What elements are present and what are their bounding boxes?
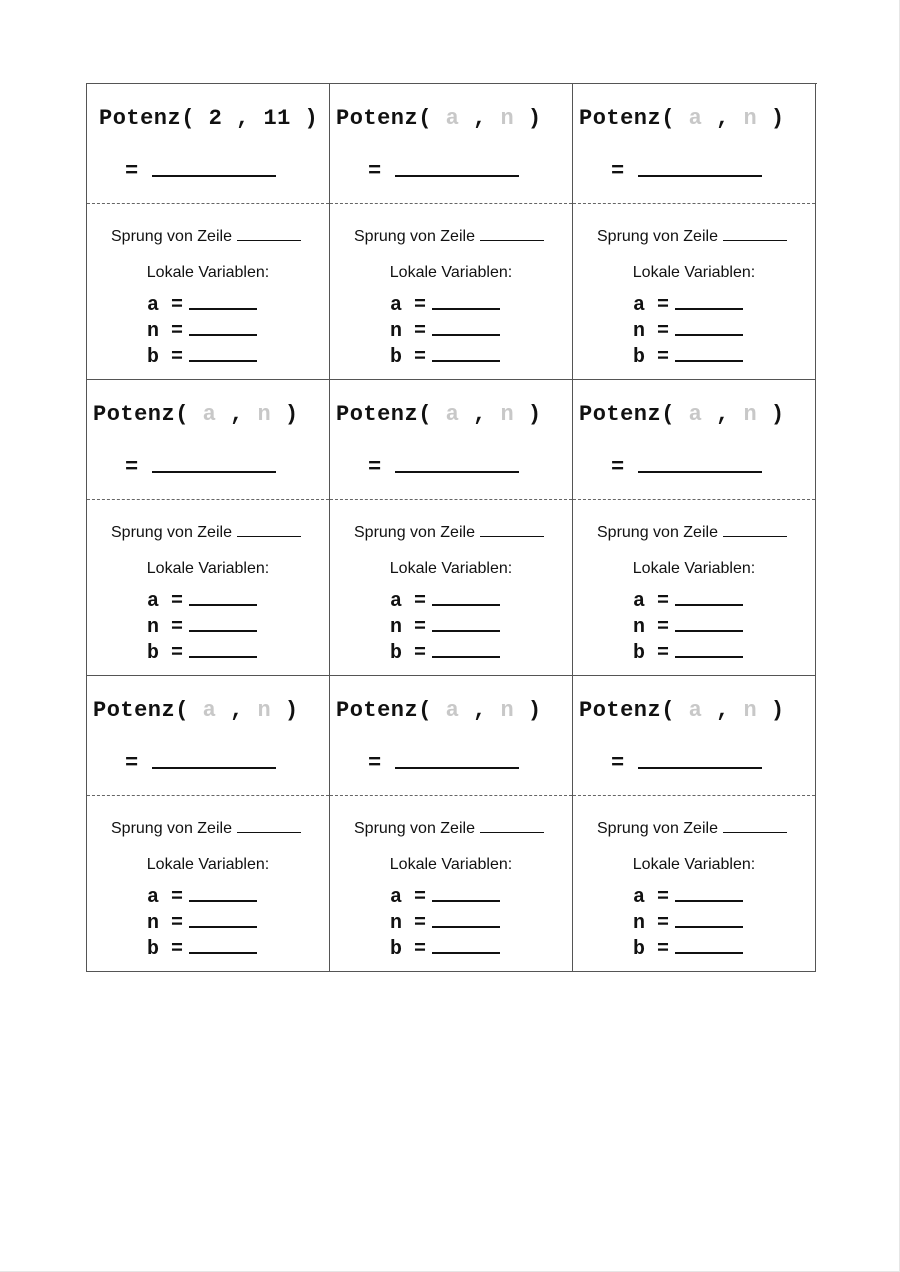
argument-separator: , [230, 402, 244, 427]
card-row [87, 676, 817, 972]
variable-equals: = [171, 616, 184, 639]
variable-equals: = [657, 886, 670, 909]
jump-line [111, 522, 301, 542]
result-equals: = [125, 159, 139, 184]
local-variable-list [390, 884, 500, 962]
variable-equals: = [657, 938, 670, 961]
jump-line [354, 818, 544, 838]
function-call [579, 106, 815, 131]
variable-equals: = [171, 590, 184, 613]
local-variable-row [147, 884, 257, 910]
variable-name: b [390, 346, 403, 369]
locals-title: Lokale Variablen: [632, 856, 756, 873]
variable-equals: = [171, 912, 184, 935]
variable-value-blank[interactable] [432, 292, 500, 310]
result-blank[interactable] [638, 749, 762, 769]
local-variable-row [390, 936, 500, 962]
local-variable-row [147, 318, 257, 344]
result-equals: = [125, 455, 139, 480]
close-paren: ) [527, 106, 542, 131]
result-blank[interactable] [395, 157, 519, 177]
recursion-card [573, 676, 816, 972]
local-variable-row [147, 344, 257, 370]
variable-equals: = [414, 294, 427, 317]
variable-value-blank[interactable] [432, 344, 500, 362]
variable-value-blank[interactable] [675, 884, 743, 902]
variable-value-blank[interactable] [432, 588, 500, 606]
local-variable-row [633, 344, 743, 370]
function-name: Potenz( [579, 698, 675, 723]
variable-equals: = [657, 642, 670, 665]
result-blank[interactable] [395, 453, 519, 473]
variable-value-blank[interactable] [189, 344, 257, 362]
local-variable-row [390, 614, 500, 640]
local-variable-row [633, 588, 743, 614]
locals-title: Lokale Variablen: [632, 560, 756, 577]
jump-label: Sprung von Zeile [597, 228, 718, 245]
variable-value-blank[interactable] [432, 614, 500, 632]
local-variable-row [390, 640, 500, 666]
locals-section [573, 204, 815, 380]
local-variable-row [633, 318, 743, 344]
local-variable-list [633, 588, 743, 666]
variable-name: b [390, 642, 403, 665]
variable-name: n [633, 616, 646, 639]
result-blank[interactable] [152, 453, 276, 473]
worksheet-grid [86, 83, 817, 972]
variable-value-blank[interactable] [675, 344, 743, 362]
variable-value-blank[interactable] [675, 936, 743, 954]
call-section [330, 676, 572, 796]
recursion-card [330, 380, 573, 676]
variable-value-blank[interactable] [189, 936, 257, 954]
locals-section [87, 204, 329, 380]
argument-n: n [500, 106, 515, 131]
argument-n: 11 [263, 106, 291, 131]
argument-separator: , [716, 402, 730, 427]
variable-equals: = [414, 938, 427, 961]
variable-value-blank[interactable] [675, 318, 743, 336]
variable-name: a [390, 294, 403, 317]
result-line [125, 749, 276, 776]
local-variable-row [147, 588, 257, 614]
argument-n: n [743, 402, 758, 427]
local-variable-row [633, 614, 743, 640]
variable-name: n [147, 912, 160, 935]
local-variable-row [633, 640, 743, 666]
variable-value-blank[interactable] [189, 640, 257, 658]
variable-value-blank[interactable] [189, 318, 257, 336]
close-paren: ) [770, 698, 785, 723]
local-variable-row [633, 910, 743, 936]
variable-equals: = [657, 912, 670, 935]
close-paren: ) [527, 698, 542, 723]
variable-name: a [147, 590, 160, 613]
result-line [125, 157, 276, 184]
variable-value-blank[interactable] [189, 614, 257, 632]
argument-separator: , [473, 698, 487, 723]
close-paren: ) [304, 106, 319, 131]
function-call [93, 698, 329, 723]
function-call [336, 402, 572, 427]
result-blank[interactable] [152, 749, 276, 769]
local-variable-list [390, 292, 500, 370]
variable-name: b [147, 938, 160, 961]
variable-value-blank[interactable] [675, 640, 743, 658]
variable-name: n [147, 320, 160, 343]
locals-title: Lokale Variablen: [146, 856, 270, 873]
argument-a: 2 [208, 106, 223, 131]
jump-line-blank[interactable] [723, 522, 787, 537]
call-section [87, 380, 329, 500]
result-line [368, 453, 519, 480]
call-section [330, 380, 572, 500]
variable-equals: = [657, 616, 670, 639]
jump-line-blank[interactable] [723, 818, 787, 833]
locals-section [573, 500, 815, 676]
jump-line-blank[interactable] [480, 226, 544, 241]
variable-value-blank[interactable] [432, 936, 500, 954]
variable-value-blank[interactable] [675, 588, 743, 606]
locals-title: Lokale Variablen: [632, 264, 756, 281]
recursion-card [87, 84, 330, 380]
call-section [573, 676, 815, 796]
variable-equals: = [657, 320, 670, 343]
result-equals: = [368, 751, 382, 776]
variable-name: n [633, 320, 646, 343]
result-equals: = [368, 455, 382, 480]
variable-name: b [633, 346, 646, 369]
variable-value-blank[interactable] [189, 292, 257, 310]
result-equals: = [125, 751, 139, 776]
result-line [368, 749, 519, 776]
variable-equals: = [414, 590, 427, 613]
function-call [99, 106, 329, 131]
argument-a: a [445, 402, 460, 427]
local-variable-list [147, 884, 257, 962]
argument-n: n [257, 402, 272, 427]
close-paren: ) [770, 106, 785, 131]
jump-line-blank[interactable] [480, 818, 544, 833]
variable-equals: = [171, 294, 184, 317]
local-variable-list [633, 884, 743, 962]
recursion-card [87, 676, 330, 972]
local-variable-row [147, 910, 257, 936]
argument-a: a [688, 106, 703, 131]
variable-name: a [633, 590, 646, 613]
variable-name: a [147, 886, 160, 909]
jump-line [111, 818, 301, 838]
locals-title: Lokale Variablen: [389, 264, 513, 281]
variable-name: n [390, 616, 403, 639]
variable-value-blank[interactable] [432, 640, 500, 658]
argument-a: a [445, 106, 460, 131]
variable-equals: = [414, 886, 427, 909]
jump-line-blank[interactable] [723, 226, 787, 241]
variable-name: b [390, 938, 403, 961]
jump-line [354, 226, 544, 246]
function-call [336, 698, 572, 723]
jump-label: Sprung von Zeile [111, 228, 232, 245]
locals-section [330, 204, 572, 380]
close-paren: ) [770, 402, 785, 427]
recursion-card [330, 676, 573, 972]
variable-equals: = [414, 320, 427, 343]
argument-a: a [688, 402, 703, 427]
function-name: Potenz( [336, 106, 432, 131]
result-blank[interactable] [638, 453, 762, 473]
result-blank[interactable] [395, 749, 519, 769]
variable-value-blank[interactable] [189, 884, 257, 902]
variable-name: a [633, 294, 646, 317]
call-section [330, 84, 572, 204]
variable-name: a [147, 294, 160, 317]
jump-line-blank[interactable] [237, 226, 301, 241]
card-row [87, 84, 817, 380]
variable-equals: = [171, 886, 184, 909]
locals-title: Lokale Variablen: [146, 264, 270, 281]
function-name: Potenz( [336, 402, 432, 427]
argument-separator: , [473, 402, 487, 427]
jump-line-blank[interactable] [237, 522, 301, 537]
jump-line [597, 522, 787, 542]
result-line [125, 453, 276, 480]
local-variable-row [633, 292, 743, 318]
jump-label: Sprung von Zeile [354, 524, 475, 541]
local-variable-row [390, 292, 500, 318]
argument-n: n [743, 106, 758, 131]
result-blank[interactable] [638, 157, 762, 177]
result-line [368, 157, 519, 184]
result-line [611, 749, 762, 776]
variable-name: b [147, 642, 160, 665]
card-row [87, 380, 817, 676]
variable-equals: = [171, 346, 184, 369]
argument-a: a [202, 402, 217, 427]
argument-n: n [500, 402, 515, 427]
call-section [573, 84, 815, 204]
variable-equals: = [171, 320, 184, 343]
variable-value-blank[interactable] [189, 910, 257, 928]
variable-value-blank[interactable] [189, 588, 257, 606]
local-variable-row [390, 318, 500, 344]
jump-label: Sprung von Zeile [354, 820, 475, 837]
recursion-card [330, 84, 573, 380]
variable-equals: = [414, 346, 427, 369]
argument-n: n [743, 698, 758, 723]
recursion-card [87, 380, 330, 676]
locals-section [87, 500, 329, 676]
argument-separator: , [716, 698, 730, 723]
variable-equals: = [414, 616, 427, 639]
result-line [611, 157, 762, 184]
local-variable-row [390, 344, 500, 370]
call-section [87, 84, 329, 204]
result-equals: = [611, 751, 625, 776]
locals-title: Lokale Variablen: [389, 560, 513, 577]
function-name: Potenz( [93, 402, 189, 427]
variable-name: b [633, 938, 646, 961]
variable-name: n [390, 912, 403, 935]
function-call [93, 402, 329, 427]
argument-separator: , [716, 106, 730, 131]
variable-name: b [633, 642, 646, 665]
argument-a: a [445, 698, 460, 723]
jump-label: Sprung von Zeile [597, 524, 718, 541]
local-variable-row [633, 884, 743, 910]
local-variable-row [390, 588, 500, 614]
variable-equals: = [657, 294, 670, 317]
variable-equals: = [414, 912, 427, 935]
function-call [579, 698, 815, 723]
jump-line-blank[interactable] [237, 818, 301, 833]
variable-value-blank[interactable] [432, 910, 500, 928]
locals-title: Lokale Variablen: [389, 856, 513, 873]
variable-equals: = [414, 642, 427, 665]
variable-name: a [390, 886, 403, 909]
local-variable-row [633, 936, 743, 962]
argument-a: a [202, 698, 217, 723]
argument-separator: , [473, 106, 487, 131]
variable-equals: = [171, 642, 184, 665]
argument-separator: , [230, 698, 244, 723]
variable-name: n [147, 616, 160, 639]
function-name: Potenz( [579, 402, 675, 427]
jump-label: Sprung von Zeile [111, 524, 232, 541]
variable-name: n [390, 320, 403, 343]
variable-value-blank[interactable] [432, 884, 500, 902]
local-variable-row [147, 292, 257, 318]
local-variable-list [147, 292, 257, 370]
jump-line-blank[interactable] [480, 522, 544, 537]
variable-value-blank[interactable] [675, 292, 743, 310]
recursion-card [573, 84, 816, 380]
close-paren: ) [527, 402, 542, 427]
jump-label: Sprung von Zeile [354, 228, 475, 245]
variable-equals: = [657, 346, 670, 369]
variable-name: b [147, 346, 160, 369]
jump-label: Sprung von Zeile [597, 820, 718, 837]
locals-title: Lokale Variablen: [146, 560, 270, 577]
jump-line [354, 522, 544, 542]
variable-value-blank[interactable] [675, 614, 743, 632]
variable-equals: = [657, 590, 670, 613]
function-name: Potenz( [336, 698, 432, 723]
local-variable-row [147, 614, 257, 640]
argument-n: n [500, 698, 515, 723]
function-name: Potenz( [93, 698, 189, 723]
result-equals: = [368, 159, 382, 184]
close-paren: ) [284, 402, 299, 427]
jump-line [597, 818, 787, 838]
result-line [611, 453, 762, 480]
locals-section [330, 500, 572, 676]
variable-equals: = [171, 938, 184, 961]
function-call [336, 106, 572, 131]
local-variable-row [147, 936, 257, 962]
local-variable-row [390, 884, 500, 910]
function-call [579, 402, 815, 427]
local-variable-list [147, 588, 257, 666]
locals-section [573, 796, 815, 972]
jump-line [597, 226, 787, 246]
local-variable-list [633, 292, 743, 370]
variable-value-blank[interactable] [675, 910, 743, 928]
function-name: Potenz( [99, 106, 195, 131]
local-variable-list [390, 588, 500, 666]
variable-value-blank[interactable] [432, 318, 500, 336]
jump-label: Sprung von Zeile [111, 820, 232, 837]
result-equals: = [611, 159, 625, 184]
argument-separator: , [236, 106, 250, 131]
locals-section [330, 796, 572, 972]
argument-a: a [688, 698, 703, 723]
call-section [87, 676, 329, 796]
function-name: Potenz( [579, 106, 675, 131]
local-variable-row [147, 640, 257, 666]
result-blank[interactable] [152, 157, 276, 177]
variable-name: a [390, 590, 403, 613]
local-variable-row [390, 910, 500, 936]
locals-section [87, 796, 329, 972]
jump-line [111, 226, 301, 246]
close-paren: ) [284, 698, 299, 723]
recursion-card [573, 380, 816, 676]
variable-name: a [633, 886, 646, 909]
call-section [573, 380, 815, 500]
variable-name: n [633, 912, 646, 935]
argument-n: n [257, 698, 272, 723]
result-equals: = [611, 455, 625, 480]
